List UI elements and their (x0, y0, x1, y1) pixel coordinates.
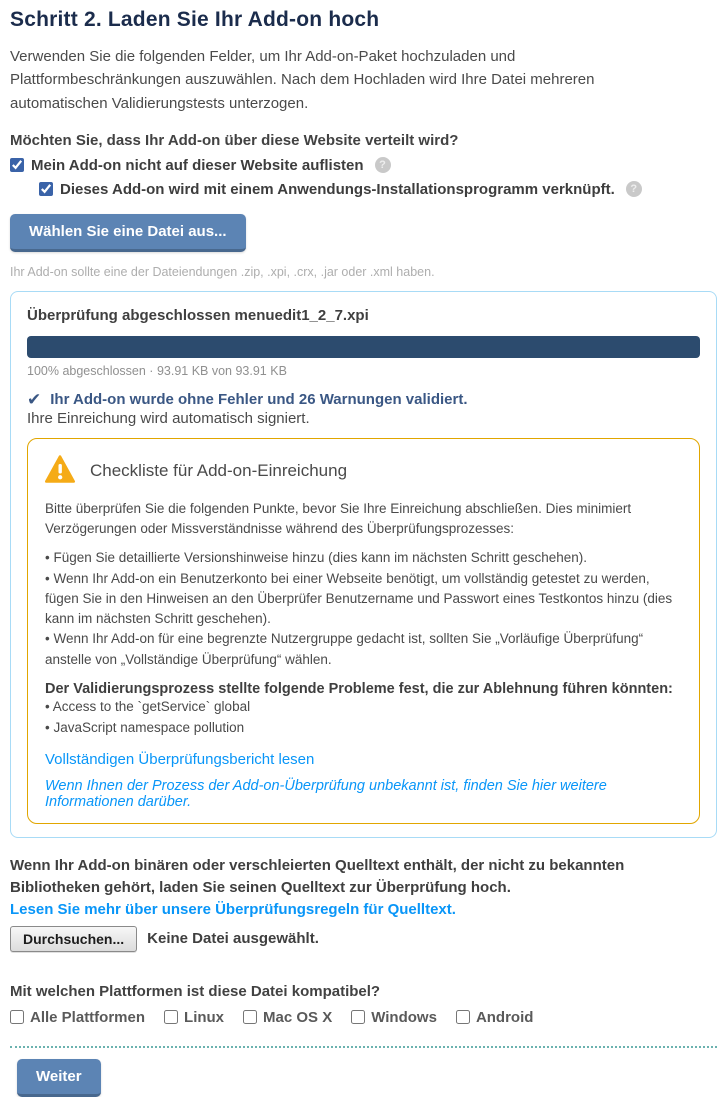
checklist-item: • Wenn Ihr Add-on für eine begrenzte Nutzergruppe gedacht ist, sollten Sie „Vorläufige Überprüfung“ anstelle von „Vollständige Überprüfung“ wählen. (45, 629, 682, 670)
platform-option-android[interactable] (456, 1009, 534, 1026)
full-report-link[interactable]: Vollständigen Überprüfungsbericht lesen (45, 750, 315, 768)
upload-status-header: Überprüfung abgeschlossen menuedit1_2_7.xpi (27, 306, 369, 324)
checklist-item: • Fügen Sie detaillierte Versionshinweise hinzu (dies kann im nächsten Schritt geschehen). (45, 548, 682, 568)
platform-checkbox-macosx[interactable] (243, 1010, 257, 1024)
check-icon: ✔ (27, 389, 42, 409)
installer-checkbox-row (39, 181, 717, 198)
help-icon[interactable]: ? (375, 157, 391, 173)
source-upload-text: Wenn Ihr Add-on binären oder verschleierten Quelltext enthält, der nicht zu bekannten Bibliotheken gehört, laden Sie seinen Quelltext zur Überprüfung hoch. (10, 856, 625, 897)
file-extensions-hint: Ihr Add-on sollte eine der Dateiendungen .zip, .xpi, .crx, .jar oder .xml haben. (10, 264, 435, 279)
signing-note: Ihre Einreichung wird automatisch signiert. (27, 409, 310, 427)
platform-option-macosx[interactable] (243, 1009, 332, 1026)
platform-checkbox-linux[interactable] (164, 1010, 178, 1024)
checklist-items (45, 548, 682, 670)
platform-label: Windows (371, 1008, 437, 1026)
platform-checkbox-all[interactable] (10, 1010, 24, 1024)
validation-result-text: Ihr Add-on wurde ohne Fehler und 26 Warnungen validiert. (50, 390, 468, 408)
upload-status-panel (10, 291, 717, 838)
section-divider (10, 1046, 717, 1048)
platform-option-windows[interactable] (351, 1009, 437, 1026)
platform-label: Mac OS X (263, 1008, 333, 1026)
platform-option-all[interactable] (10, 1009, 145, 1026)
intro-text: Verwenden Sie die folgenden Felder, um Ihr Add-on-Paket hochzuladen und Plattformbeschränkungen auszuwählen. Nach dem Hochladen wird Ihre Datei mehreren automatischen Validierungstests unterzogen. (10, 48, 595, 112)
validation-problems-heading: Der Validierungsprozess stellte folgende Probleme fest, die zur Ablehnung führen könnten: (45, 680, 673, 697)
help-icon[interactable]: ? (626, 181, 642, 197)
installer-checkbox-label[interactable]: Dieses Add-on wird mit einem Anwendungs-Installationsprogramm verknüpft. (60, 180, 615, 198)
platform-option-linux[interactable] (164, 1009, 224, 1026)
validation-problem-item: • Access to the `getService` global (45, 697, 682, 718)
checklist-title: Checkliste für Add-on-Einreichung (90, 461, 348, 481)
platform-label: Linux (184, 1008, 225, 1026)
platforms-question: Mit welchen Plattformen ist diese Datei kompatibel? (10, 982, 381, 1000)
distribution-question: Möchten Sie, dass Ihr Add-on über diese Website verteilt wird? (10, 131, 459, 149)
platform-label: Alle Plattformen (30, 1008, 146, 1026)
no-file-selected-text: Keine Datei ausgewählt. (147, 930, 319, 948)
validation-result-row (27, 391, 700, 408)
platform-label: Android (475, 1008, 534, 1026)
platforms-row (10, 1009, 717, 1026)
browse-button[interactable]: Durchsuchen... (10, 926, 137, 952)
progress-bar (27, 336, 700, 358)
checklist-header (45, 455, 682, 488)
review-process-info-link[interactable]: Wenn Ihnen der Prozess der Add-on-Überprüfung unbekannt ist, finden Sie hier weitere Informationen darüber. (45, 777, 607, 810)
page-title: Schritt 2. Laden Sie Ihr Add-on hoch (10, 8, 380, 31)
unlisted-checkbox[interactable] (10, 158, 24, 172)
continue-button[interactable]: Weiter (17, 1059, 101, 1097)
checklist-item: • Wenn Ihr Add-on ein Benutzerkonto bei einer Webseite benötigt, um vollständig getestet zu werden, fügen Sie in den Hinweisen an den Überprüfer Benutzername und Passwort eines Testkontos hinzu (dies kann im nächsten Schritt geschehen). (45, 569, 682, 630)
unlisted-checkbox-row (10, 157, 717, 174)
progress-text: 100% abgeschlossen · 93.91 KB von 93.91 KB (27, 363, 287, 378)
unlisted-checkbox-label[interactable]: Mein Add-on nicht auf dieser Website auflisten (31, 156, 364, 174)
validation-problem-item: • JavaScript namespace pollution (45, 718, 682, 739)
warning-icon (45, 455, 75, 488)
checklist-intro: Bitte überprüfen Sie die folgenden Punkte, bevor Sie Ihre Einreichung abschließen. Dies minimiert Verzögerungen oder Missverständnisse während des Überprüfungsprozesses: (45, 500, 632, 536)
submission-checklist-panel (27, 438, 700, 824)
platform-checkbox-windows[interactable] (351, 1010, 365, 1024)
choose-file-button[interactable]: Wählen Sie eine Datei aus... (10, 214, 246, 252)
platform-checkbox-android[interactable] (456, 1010, 470, 1024)
installer-checkbox[interactable] (39, 182, 53, 196)
source-review-rules-link[interactable]: Lesen Sie mehr über unsere Überprüfungsregeln für Quelltext. (10, 900, 456, 918)
progress-bar-fill (27, 336, 700, 358)
validation-problems-list (45, 697, 682, 739)
source-file-input-row (10, 926, 717, 952)
